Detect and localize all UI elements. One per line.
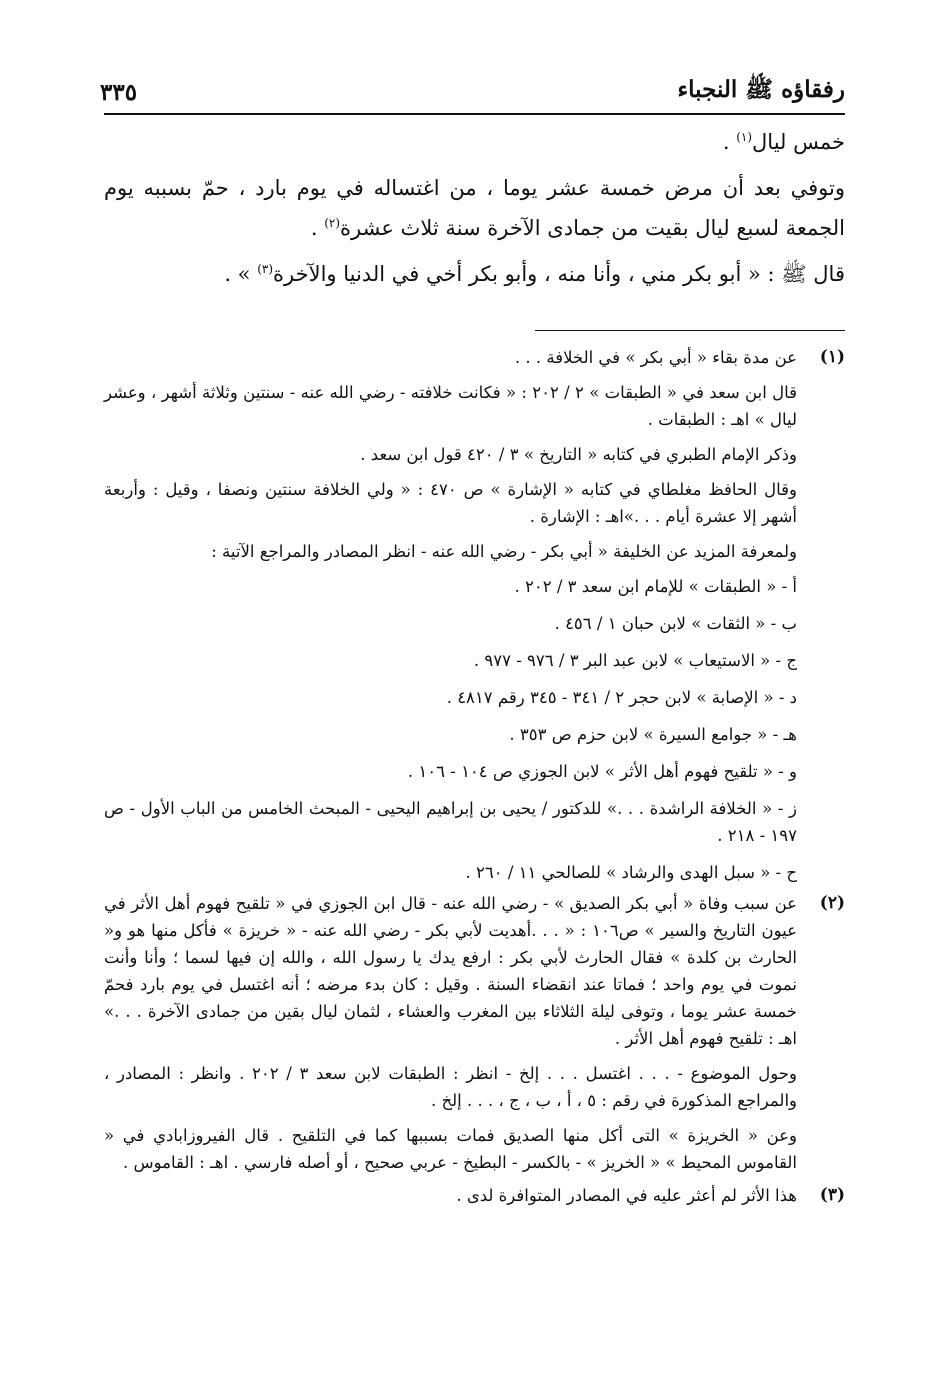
- footnote-line: عن سبب وفاة « أبي بكر الصديق » - رضي الله عنه - قال ابن الجوزي في « تلقيح فهوم أهل الأثر في عيون التاريخ والسير » ص١٠٦ : « . . .أهديت لأبي بكر - رضي الله عنه - « خريزة » فأكل منها هو و« الحارث بن كلدة » فقال الحارث لأبي بكر : ارفع يدك يا رسول الله ، والله إن فيها لسما ؛ وأنا وأنت نموت في يوم واحد ؛ فماتا عند انقضاء السنة . وقيل : كان بدء مرضه ؛ أنه اغتسل في يوم بارد فحمّ خمسة عشر يوما ، وتوفى ليلة الثلاثاء بين المغرب والعشاء ، لثمان ليال بقين من جمادى الآخرة . . .» اهـ : تلقيح فهوم أهل الأثر .: [104, 894, 798, 1048]
- footnote-line: قال ابن سعد في « الطبقات » ٢ / ٢٠٢ : « فكانت خلافته - رضي الله عنه - سنتين وثلاثة أشهر ، وعشر ليال » اهـ : الطبقات .: [104, 383, 797, 429]
- footnote-list-item: ب - « الثقات » لابن حبان ١ / ٤٥٦ .: [554, 614, 797, 633]
- footnote-ref-1[interactable]: (١): [736, 130, 753, 144]
- footnote-number: (٣): [819, 1185, 845, 1205]
- running-head: [100, 72, 845, 112]
- footnote-line: وعن « الخريزة » التى أكل منها الصديق فمات بسببها كما في التلقيح . قال الفيروزابادي في « القاموس المحيط » « الخريز » - بالكسر - البطيخ - عربي صحيح ، أو أصله فارسي . اهـ : القاموس .: [104, 1126, 797, 1172]
- footnote-list-item: هـ - « جوامع السيرة » لابن حزم ص ٣٥٣ .: [509, 725, 797, 744]
- footnote-line: هذا الأثر لم أعثر عليه في المصادر المتوافرة لدى .: [456, 1186, 797, 1205]
- footnote-1: [104, 344, 845, 886]
- footnote-number: (١): [819, 347, 845, 367]
- paragraph-2: وتوفي بعد أن مرض خمسة عشر يوما ، من اغتساله في يوم بارد ، حمّ بسببه يوم الجمعة لسبع ليال بقيت من جمادى الآخرة سنة ثلاث عشرة$^{(٢)}$ .: [104, 176, 845, 240]
- footnote-line: وذكر الإمام الطبري في كتابه « التاريخ » ٣ / ٤٢٠ قول ابن سعد .: [360, 445, 797, 464]
- footnote-list-item: د - « الإصابة » لابن حجر ٢ / ٣٤١ - ٣٤٥ رقم ٤٨١٧ .: [446, 688, 797, 707]
- footnote-list-item: و - « تلقيح فهوم أهل الأثر » لابن الجوزي ص ١٠٤ - ١٠٦ .: [407, 762, 797, 781]
- running-title: رفقاؤه ﷺ النجباء: [677, 76, 845, 103]
- footnote-ref-2[interactable]: (٢): [324, 216, 341, 230]
- footnote-line: عن مدة بقاء « أبي بكر » في الخلافة . . .: [514, 348, 797, 367]
- footnote-line: وقال الحافظ مغلطاي في كتابه « الإشارة » ص ٤٧٠ : « ولي الخلافة سنتين ونصفا ، وقيل : وأربعة أشهر إلا عشرة أيام . . .»اهـ : الإشارة .: [104, 480, 797, 526]
- paragraph-3: قال ﷺ : « أبو بكر مني ، وأنا منه ، وأبو بكر أخي في الدنيا والآخرة$^{(٣)}$ » .: [224, 262, 845, 286]
- footnote-line: ولمعرفة المزيد عن الخليفة « أبي بكر - رضي الله عنه - انظر المصادر والمراجع الآتية :: [211, 542, 797, 561]
- paragraph-1: خمس ليال$^{(١)}$ .: [722, 130, 845, 154]
- footnote-2: [104, 890, 845, 1176]
- page-number: ٣٣٥: [100, 78, 138, 106]
- footnote-list-item: أ - « الطبقات » للإمام ابن سعد ٣ / ٢٠٢ .: [514, 577, 797, 596]
- header-rule: [104, 113, 845, 115]
- footnote-number: (٢): [819, 893, 845, 913]
- footnote-list-item: ج - « الاستيعاب » لابن عبد البر ٣ / ٩٧٦ - ٩٧٧ .: [473, 651, 797, 670]
- footnote-separator: [535, 330, 845, 331]
- footnote-ref-3[interactable]: (٣): [257, 262, 274, 276]
- footnote-line: وحول الموضوع - . . . اغتسل . . . إلخ - انظر : الطبقات لابن سعد ٣ / ٢٠٢ . وانظر : المصادر ، والمراجع المذكورة في رقم : ٥ ، أ ، ب ، ج ، . . . إلخ .: [104, 1064, 797, 1110]
- main-text: [104, 122, 845, 294]
- footnote-list-item: ح - « سبل الهدى والرشاد » للصالحي ١١ / ٢٦٠ .: [465, 863, 797, 882]
- footnote-list-item: ز - « الخلافة الراشدة . . .» للدكتور / يحيى بن إبراهيم اليحيى - المبحث الخامس من الباب الأول - ص ١٩٧ - ٢١٨ .: [104, 799, 797, 845]
- footnote-3: [104, 1182, 845, 1209]
- footnotes: [104, 344, 845, 1209]
